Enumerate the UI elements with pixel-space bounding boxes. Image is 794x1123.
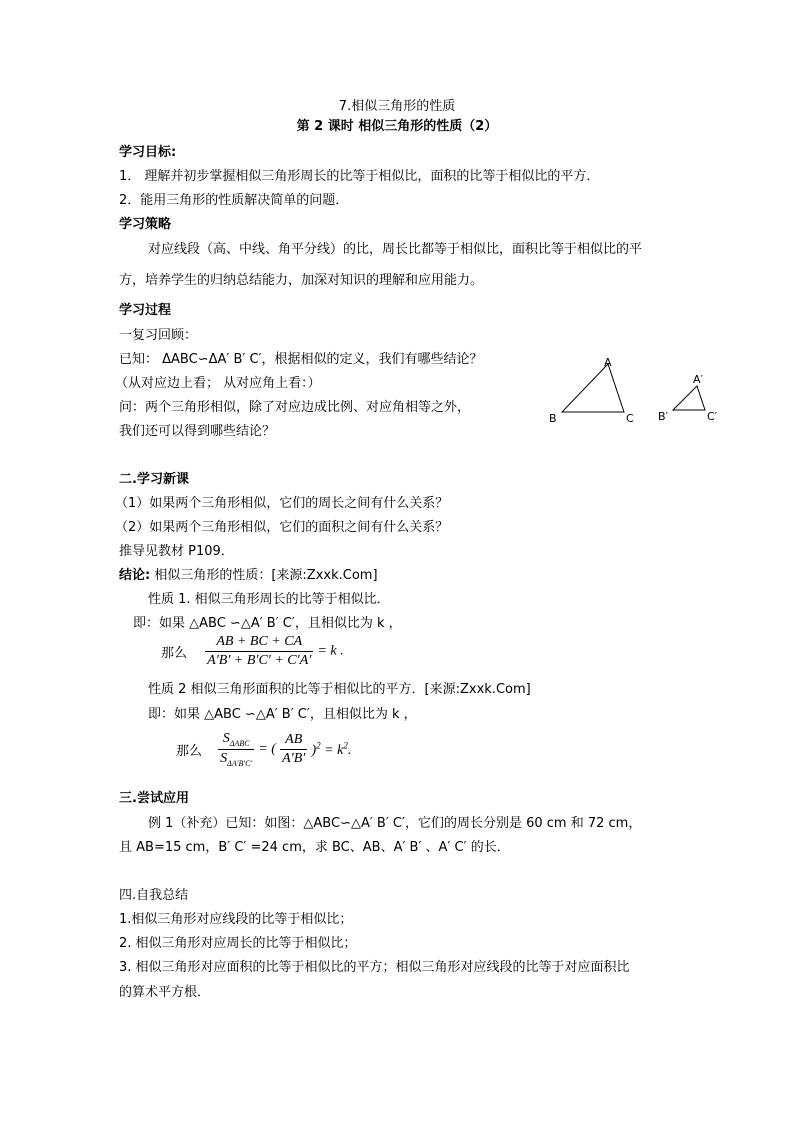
derive-note: 推导见教材 P109． bbox=[119, 544, 234, 559]
document-title: 7.相似三角形的性质 bbox=[338, 99, 456, 114]
question-text: 我们还可以得到哪些结论？ bbox=[119, 424, 276, 439]
conclusion-label: 结论: bbox=[119, 568, 151, 583]
property-1: 性质 1. 相似三角形周长的比等于相似比． bbox=[148, 592, 390, 607]
summary-item: 3. 相似三角形对应面积的比等于相似比的平方；相似三角形对应线段的比等于对应面积比 bbox=[119, 960, 630, 975]
area-symbol: S bbox=[222, 731, 230, 746]
vertex-label-b-prime: B′ bbox=[658, 410, 669, 423]
fraction-numerator: AB + BC + CA bbox=[205, 634, 313, 652]
fraction-numerator: AB bbox=[280, 732, 307, 750]
close-paren: ) bbox=[311, 742, 317, 758]
then-label: 那么 bbox=[176, 743, 203, 759]
period: . bbox=[347, 742, 352, 758]
strategy-text: 对应线段（高、中线、角平分线）的比，周长比都等于相似比，面积比等于相似比的平 bbox=[148, 242, 643, 257]
objectives-heading: 学习目标: bbox=[119, 145, 177, 160]
formula-area bbox=[176, 731, 351, 768]
question-item: （1）如果两个三角形相似，它们的周长之间有什么关系？ bbox=[115, 496, 449, 511]
process-heading: 学习过程 bbox=[119, 303, 172, 318]
summary-item: 2. 相似三角形对应周长的比等于相似比； bbox=[119, 936, 357, 951]
fraction-result: = k . bbox=[317, 643, 344, 659]
vertex-label-c: C bbox=[626, 412, 634, 425]
fraction-denominator: A′B′ bbox=[282, 750, 306, 766]
side-ratio-fraction bbox=[280, 732, 307, 767]
example-text: 例 1（补充）已知：如图：△ABC∽△A′ B′ C′，它们的周长分别是 60 cm 和 72 cm， bbox=[148, 816, 642, 831]
question-item: （2）如果两个三角形相似，它们的面积之间有什么关系？ bbox=[115, 520, 449, 535]
question-text: 问：两个三角形相似，除了对应边成比例、对应角相等之外， bbox=[119, 400, 471, 415]
summary-item: 的算术平方根． bbox=[119, 985, 211, 1000]
property-1-statement: 即：如果 △ABC ∽△A′ B′ C′，且相似比为 k ， bbox=[133, 616, 402, 631]
summary-item: 1.相似三角形对应线段的比等于相似比； bbox=[119, 912, 353, 927]
vertex-label-c-prime: C′ bbox=[707, 410, 718, 423]
conclusion-line bbox=[119, 567, 378, 585]
example-text: 且 AB=15 cm，B′ C′ =24 cm，求 BC、AB、A′ B′ 、A′ C′ 的长． bbox=[119, 840, 510, 855]
equals-k: = k bbox=[324, 742, 344, 758]
objective-item: 1． 理解并初步掌握相似三角形周长的比等于相似比，面积的比等于相似比的平方． bbox=[119, 169, 600, 184]
conclusion-text: 相似三角形的性质：[来源:Zxxk.Com] bbox=[154, 568, 378, 583]
document-subtitle: 第 2 课时 相似三角形的性质（2） bbox=[296, 119, 498, 134]
perimeter-ratio-fraction bbox=[205, 634, 313, 669]
strategy-heading: 学习策略 bbox=[119, 217, 172, 232]
known-text: 已知： ΔABC∽ΔA′ B′ C′，根据相似的定义，我们有哪些结论？ bbox=[119, 352, 483, 367]
exponent: 2 bbox=[316, 739, 321, 750]
new-lesson-heading: 二.学习新课 bbox=[119, 472, 189, 487]
property-2: 性质 2 相似三角形面积的比等于相似比的平方．[来源:Zxxk.Com] bbox=[148, 682, 531, 697]
vertex-label-a-prime: A′ bbox=[693, 373, 704, 386]
area-ratio-fraction bbox=[218, 731, 254, 768]
paren-text: （从对应边上看； 从对应角上看：） bbox=[115, 376, 321, 391]
strategy-text: 方，培养学生的归纳总结能力，加深对知识的理解和应用能力。 bbox=[119, 273, 484, 288]
property-2-statement: 即：如果 △ABC ∽△A′ B′ C′，且相似比为 k ， bbox=[148, 707, 417, 722]
fraction-denominator: A′B′ + B′C′ + C′A′ bbox=[207, 653, 312, 668]
similar-triangles-figure bbox=[540, 352, 730, 428]
equals-open-paren: = ( bbox=[258, 741, 276, 757]
vertex-label-b: B bbox=[549, 412, 557, 425]
summary-heading: 四.自我总结 bbox=[119, 888, 189, 903]
exponent: 2 bbox=[343, 739, 348, 750]
objective-item: 2．能用三角形的性质解决简单的问题． bbox=[119, 193, 349, 208]
area-symbol: S bbox=[220, 750, 228, 766]
area-subscript: ΔA′B′C′ bbox=[227, 758, 253, 768]
area-subscript: ΔABC bbox=[229, 738, 250, 748]
review-heading: 一复习回顾： bbox=[119, 328, 198, 343]
vertex-label-a: A bbox=[604, 356, 612, 369]
triangle-a1b1c1 bbox=[673, 386, 705, 410]
triangle-abc bbox=[562, 364, 624, 412]
formula-perimeter bbox=[161, 634, 344, 669]
application-heading: 三.尝试应用 bbox=[119, 791, 189, 806]
then-label: 那么 bbox=[161, 646, 188, 661]
